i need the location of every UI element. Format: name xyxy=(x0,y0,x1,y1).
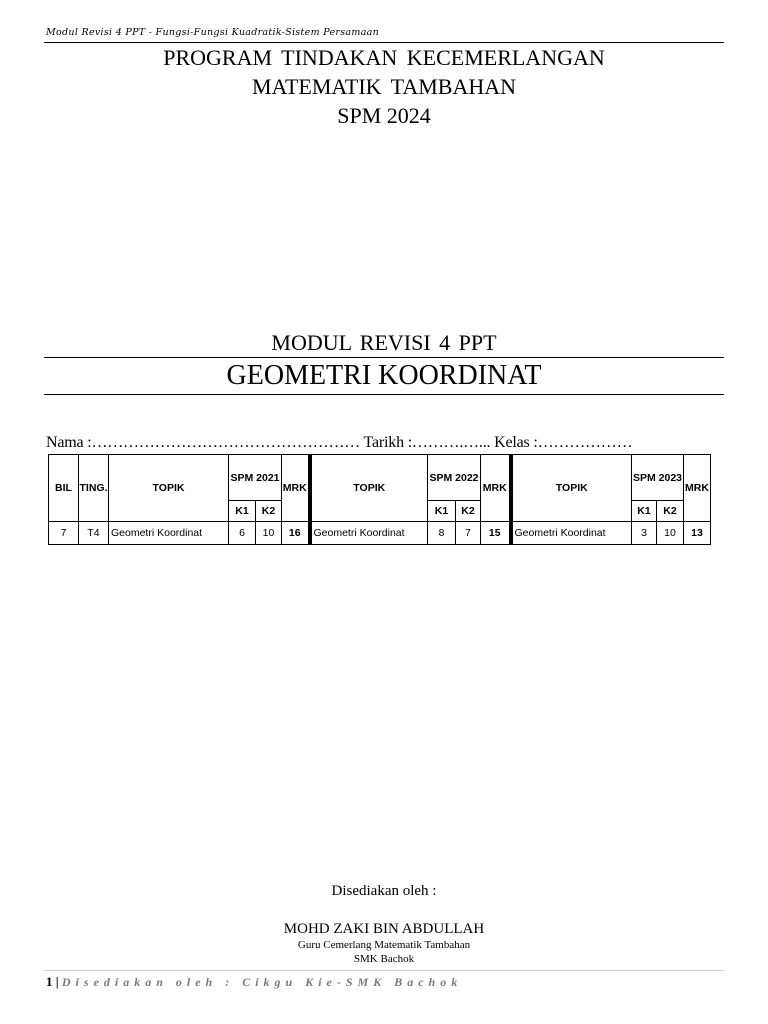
cell-topik-2023: Geometri Koordinat xyxy=(511,522,632,545)
cell-topik-2021: Geometri Koordinat xyxy=(109,522,229,545)
header-bil: BIL xyxy=(49,455,79,522)
header-k2-2023: K2 xyxy=(657,501,684,522)
header-spm-2021: SPM 2021 xyxy=(229,455,282,501)
cell-k2-2023: 10 xyxy=(657,522,684,545)
cell-topik-2022: Geometri Koordinat xyxy=(310,522,428,545)
running-header: Modul Revisi 4 PPT - Fungsi-Fungsi Kuadratik-Sistem Persamaan xyxy=(46,27,380,38)
page-number: 1 | xyxy=(46,974,59,989)
header-mrk-2021: MRK xyxy=(282,455,310,522)
table-row xyxy=(49,522,711,545)
exam-year-title: SPM 2024 xyxy=(337,103,431,128)
cell-k2-2022: 7 xyxy=(456,522,481,545)
cell-k1-2023: 3 xyxy=(632,522,657,545)
cell-mrk-2021: 16 xyxy=(282,522,310,545)
author-school: SMK Bachok xyxy=(353,953,415,965)
header-k1-2022: K1 xyxy=(428,501,456,522)
cell-bil: 7 xyxy=(49,522,79,545)
cell-k2-2021: 10 xyxy=(256,522,282,545)
header-k2-2022: K2 xyxy=(456,501,481,522)
page-footer xyxy=(46,974,462,990)
module-rule-top xyxy=(44,357,724,358)
student-info-line: Nama :…………………………………………… Tarikh :……….…... Kelas :……………… xyxy=(46,434,633,451)
cell-k1-2022: 8 xyxy=(428,522,456,545)
module-rule-bottom xyxy=(44,394,724,395)
footer-credit: Disediakan oleh : Cikgu Kie-SMK Bachok xyxy=(61,975,463,989)
spm-topic-table xyxy=(48,454,711,545)
cell-ting: T4 xyxy=(79,522,109,545)
module-topic: GEOMETRI KOORDINAT xyxy=(226,360,542,391)
program-title: PROGRAM TINDAKAN KECEMERLANGAN xyxy=(163,45,605,70)
header-spm-2022: SPM 2022 xyxy=(428,455,481,501)
author-role: Guru Cemerlang Matematik Tambahan xyxy=(297,939,471,951)
header-ting: TING. xyxy=(79,455,109,522)
prepared-by-label: Disediakan oleh : xyxy=(331,883,437,899)
header-mrk-2022: MRK xyxy=(481,455,511,522)
cell-k1-2021: 6 xyxy=(229,522,256,545)
header-spm-2023: SPM 2023 xyxy=(632,455,684,501)
header-k1-2023: K1 xyxy=(632,501,657,522)
table-header-row xyxy=(49,455,711,501)
header-topik-2021: TOPIK xyxy=(109,455,229,522)
cell-mrk-2022: 15 xyxy=(481,522,511,545)
cell-mrk-2023: 13 xyxy=(684,522,711,545)
header-k1-2021: K1 xyxy=(229,501,256,522)
header-k2-2021: K2 xyxy=(256,501,282,522)
subject-title: MATEMATIK TAMBAHAN xyxy=(251,74,516,99)
module-name: MODUL REVISI 4 PPT xyxy=(271,330,497,355)
header-topik-2022: TOPIK xyxy=(310,455,428,522)
header-mrk-2023: MRK xyxy=(684,455,711,522)
header-topik-2023: TOPIK xyxy=(511,455,632,522)
header-rule xyxy=(44,42,724,43)
footer-rule xyxy=(44,970,724,971)
author-name: MOHD ZAKI BIN ABDULLAH xyxy=(283,921,485,937)
